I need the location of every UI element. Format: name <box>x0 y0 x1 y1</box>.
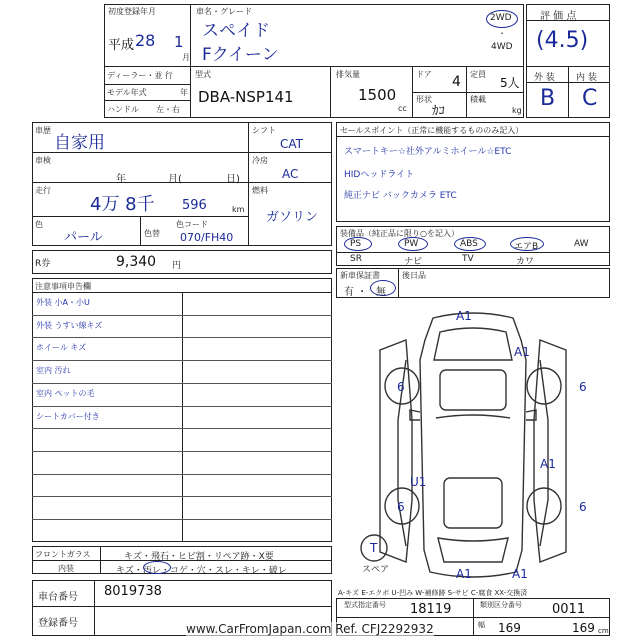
mileage-label: 走行 <box>35 186 51 195</box>
damage-mark: 6 <box>579 500 587 514</box>
sales-item: 純正ナビ バックカメラ ETC <box>344 191 457 201</box>
door-label: ドア <box>416 70 432 79</box>
sales-item: HIDヘッドライト <box>344 170 415 180</box>
capacity: 5人 <box>500 76 520 90</box>
damage-mark: 6 <box>579 380 587 394</box>
displacement-label: 排気量 <box>336 70 360 79</box>
equip-item: エアB <box>514 242 539 252</box>
fuel-label: 燃料 <box>252 186 268 195</box>
drive-dot: ・ <box>498 29 506 38</box>
car-grade: Fクイーン <box>202 45 279 65</box>
exterior-grade: B <box>540 86 556 111</box>
notes-item: 室内 汚れ <box>36 366 71 376</box>
equipment-title: 装備品（純正品に限り○を記入） <box>340 229 459 238</box>
equip-item: PS <box>350 239 362 249</box>
color: パール <box>64 230 103 245</box>
notes-item: シートカバー付き <box>36 411 100 421</box>
chassis-number: 8019738 <box>104 584 162 599</box>
notes-row-line <box>32 428 332 429</box>
capacity-label: 定員 <box>470 70 486 79</box>
km-unit: km <box>232 205 245 214</box>
usage: 自家用 <box>54 133 105 153</box>
damage-mark: 6 <box>397 500 405 514</box>
notes-row-line <box>32 451 332 452</box>
load-label: 積載 <box>470 95 486 104</box>
equip-item: PW <box>404 239 419 249</box>
damage-mark: U1 <box>410 475 427 489</box>
handle-label: ハンドル <box>107 105 139 114</box>
damage-mark: A1 <box>512 567 528 581</box>
type-no: 18119 <box>410 602 452 617</box>
notes-row-line <box>32 519 332 520</box>
color-change-label: 色替 <box>144 229 160 238</box>
cc-unit: cc <box>398 104 407 113</box>
notes-row-line <box>32 474 332 475</box>
shaken-month: 月( <box>168 174 182 185</box>
damage-mark: A1 <box>456 309 472 323</box>
car-diagram <box>336 300 610 584</box>
equip-item: ABS <box>460 239 478 249</box>
equip-item: AW <box>574 239 589 249</box>
first-reg-month: 1 <box>174 33 184 51</box>
chassis-label: 車台番号 <box>38 592 78 603</box>
mileage-main: 4万 8千 <box>90 194 155 215</box>
model-year-unit: 年 <box>180 88 188 97</box>
damage-mark: A1 <box>540 457 556 471</box>
drive-2wd: 2WD <box>490 13 512 23</box>
spare-mark: T <box>370 541 378 555</box>
shift-label: シフト <box>252 126 276 135</box>
recycle-label: R券 <box>35 259 51 269</box>
exterior-label: 外 装 <box>534 73 555 83</box>
first-reg-label: 初度登録年月 <box>108 7 156 16</box>
type-no-label: 型式指定番号 <box>344 601 386 609</box>
warranty-new-label: 新車保証書 <box>340 271 380 280</box>
dealer-label: ディーラー・並 行 <box>107 71 173 80</box>
ac: AC <box>282 167 299 181</box>
notes-item: 室内 ペットの毛 <box>36 388 95 398</box>
notes-item: 外装 うすい線キズ <box>36 320 103 330</box>
notes-row-line <box>32 406 332 407</box>
warranty-circled: 無 <box>376 287 386 298</box>
color-code: 070/FH40 <box>180 231 234 244</box>
class-no-label: 類別区分番号 <box>480 601 522 609</box>
equip-item: ナビ <box>404 257 423 267</box>
reg-label: 登録番号 <box>38 618 78 629</box>
color-code-label: 色コード <box>176 220 208 229</box>
recycle: 9,340 <box>116 254 157 270</box>
eval-label: 評 価 点 <box>540 11 577 22</box>
eval-score: (4.5) <box>536 28 589 53</box>
model-year-label: モデル年式 <box>107 88 147 97</box>
shift: CAT <box>280 137 303 151</box>
notes-row-line <box>32 383 332 384</box>
class-no: 0011 <box>552 602 586 617</box>
interior-label: 内 装 <box>576 73 597 83</box>
interior-cond-text: キズ・汚レ・コゲ・穴・スレ・キレ・破レ <box>116 566 287 576</box>
interior-circle <box>143 561 171 574</box>
equip-item: TV <box>462 254 474 264</box>
height-unit: cm <box>598 627 609 635</box>
front-glass-text: キズ・飛石・ヒビ割・リペア跡・X要 <box>124 552 274 562</box>
length: 169 <box>498 621 521 635</box>
usage-label: 車歴 <box>35 126 51 135</box>
front-glass-label: フロントガラス <box>35 550 91 559</box>
handle-options: 左・右 <box>156 105 180 114</box>
drive-4wd: 4WD <box>491 42 513 52</box>
watermark: www.CarFromJapan.com Ref. CFJ2292932 <box>186 622 434 636</box>
first-reg-year: 28 <box>135 31 156 50</box>
displacement: 1500 <box>358 86 397 104</box>
notes-title: 注意事項申告欄 <box>35 282 91 291</box>
interior-cond-label: 内装 <box>58 564 74 573</box>
load-unit: kg <box>512 106 522 115</box>
equip-item: SR <box>350 254 362 264</box>
notes-item: 外装 小A・小U <box>36 298 90 307</box>
yen-unit: 円 <box>172 261 182 271</box>
damage-legend: A-キズ E-エクボ U-凹み W-補修跡 S-サビ C-腐食 XX-交換済 <box>338 589 528 597</box>
type-label: 型式 <box>195 70 211 79</box>
warranty-after-label: 後日品 <box>402 271 426 280</box>
month-unit: 月 <box>182 53 190 62</box>
fuel: ガソリン <box>266 210 319 225</box>
equip-item: カワ <box>516 257 535 267</box>
ac-label: 冷房 <box>252 156 268 165</box>
era-label: 平成 <box>108 38 135 53</box>
type-value: DBA-NSP141 <box>198 88 294 106</box>
notes-row-line <box>32 315 332 316</box>
width-value: 169 <box>572 621 595 635</box>
spare-label: スペア <box>362 565 390 575</box>
warranty-options: 有 ・ <box>344 287 368 298</box>
shape: ｶｺ <box>432 104 445 119</box>
car-name: スペイド <box>202 21 270 41</box>
notes-row-line <box>32 496 332 497</box>
damage-mark: A1 <box>456 567 472 581</box>
notes-row-line <box>32 337 332 338</box>
interior-grade: C <box>582 86 598 111</box>
sales-item: スマートキー☆社外アルミホイール☆ETC <box>344 147 512 157</box>
shaken-day: 日) <box>226 174 240 185</box>
notes-item: ホイール キズ <box>36 343 87 353</box>
width-label: 幅 <box>478 621 485 629</box>
shaken-label: 車検 <box>35 156 51 165</box>
car-name-label: 車名・グレード <box>196 7 252 16</box>
damage-mark: 6 <box>397 380 405 394</box>
doors: 4 <box>452 74 461 90</box>
shaken-year: 年 <box>116 174 126 185</box>
sales-title: セールスポイント（正常に機能するもののみ記入） <box>340 126 524 135</box>
color-label: 色 <box>35 220 43 229</box>
recycle-box <box>32 250 332 274</box>
shape-label: 形状 <box>416 95 432 104</box>
mileage-sub: 596 <box>182 198 207 213</box>
damage-mark: A1 <box>514 345 530 359</box>
notes-row-line <box>32 360 332 361</box>
